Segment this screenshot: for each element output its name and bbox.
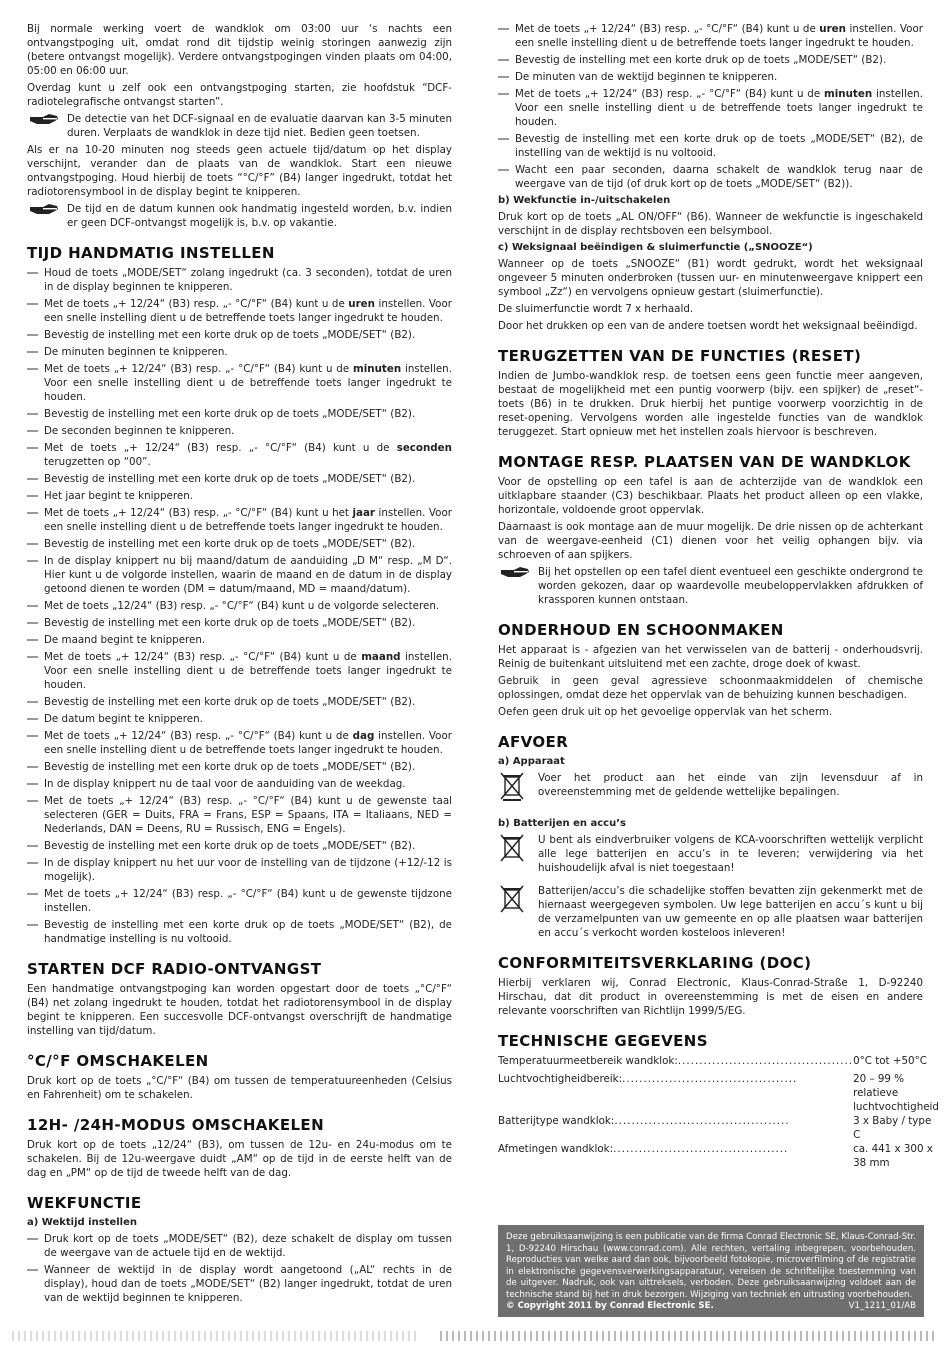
manual-steps-list <box>27 266 452 946</box>
print-tick <box>264 1331 266 1341</box>
print-tick <box>168 1331 170 1341</box>
print-tick <box>590 1331 592 1341</box>
print-tick <box>920 1331 922 1341</box>
spec-label: Afmetingen wandklok:......................................... <box>498 1143 789 1155</box>
subheading: a) Wektijd instellen <box>27 1217 137 1228</box>
print-tick <box>150 1331 152 1341</box>
print-tick <box>572 1331 574 1341</box>
list-item: Houd de toets „MODE/SET“ zolang ingedrukt (ca. 3 seconden), totdat de uren in de display beginnen te knipperen. <box>27 266 452 294</box>
list-item: Bevestig de instelling met een korte druk op de toets „MODE/SET“ (B2). <box>27 616 452 630</box>
print-tick <box>872 1331 874 1341</box>
print-tick <box>494 1331 496 1341</box>
print-tick <box>818 1331 820 1341</box>
print-tick <box>812 1331 814 1341</box>
list-item: De maand begint te knipperen. <box>27 633 452 647</box>
print-tick <box>842 1331 844 1341</box>
spec-row <box>498 1072 939 1114</box>
print-tick <box>318 1331 320 1341</box>
disposal-note: Batterijen/accu’s die schadelijke stoffen bevatten zijn gekenmerkt met de hiernaast weergegeven symbolen. Uw lege batterijen en accu´s kunt u bij de verzamelpunten van uw gemeente en op alle plaatsen waar batterijen en accu´s verkocht worden kosteloos inleveren! <box>498 884 923 940</box>
print-tick <box>216 1331 218 1341</box>
paragraph: Druk kort op de toets „AL ON/OFF“ (B6). Wanneer de wekfunctie is ingeschakeld verschijnt in de display rechtsboven een belsymbool. <box>498 211 923 237</box>
print-tick <box>584 1331 586 1341</box>
print-tick <box>884 1331 886 1341</box>
list-item: Met de toets „+ 12/24“ (B3) resp. „- °C/°F“ (B4) kunt u de minuten instellen. Voor een snelle instelling dient u de betreffende toets langer ingedrukt te houden. <box>498 87 923 129</box>
print-tick <box>668 1331 670 1341</box>
print-tick <box>698 1331 700 1341</box>
print-tick <box>210 1331 212 1341</box>
note: De detectie van het DCF-signaal en de evaluatie daarvan kan 3-5 minuten duren. Verplaats de wandklok in deze tijd niet. Bedien geen toetsen. <box>27 112 452 140</box>
list-item: Het jaar begint te knipperen. <box>27 489 452 503</box>
print-tick <box>156 1331 158 1341</box>
print-tick <box>566 1331 568 1341</box>
print-tick <box>548 1331 550 1341</box>
section-heading: ONDERHOUD EN SCHOONMAKEN <box>498 621 784 639</box>
list-item: Bevestig de instelling met een korte druk op de toets „MODE/SET“ (B2). <box>27 537 452 551</box>
version-code: V1_1211_01/AB <box>848 1300 916 1311</box>
print-tick <box>782 1331 784 1341</box>
print-tick <box>48 1331 50 1341</box>
print-tick <box>770 1331 772 1341</box>
spec-row <box>498 1054 939 1072</box>
section-heading: AFVOER <box>498 733 569 751</box>
print-tick <box>854 1331 856 1341</box>
print-tick <box>126 1331 128 1341</box>
paragraph: Gebruik in geen geval agressieve schoonmaakmiddelen of chemische oplossingen, omdat deze het oppervlak van de behuizing kunnen beschadigen. <box>498 675 923 701</box>
paragraph: Daarnaast is ook montage aan de muur mogelijk. De drie nissen op de achterkant van de weergave-eenheid (C1) dienen voor het veilig ophangen bijv. via schroeven of aan spijkers. <box>498 521 923 561</box>
print-tick <box>500 1331 502 1341</box>
paragraph: Druk kort op de toets „12/24“ (B3), om tussen de 12u- en 24u-modus om te schakelen. Bij de 12u-weergave duidt „AM“ op de tijd in de eerste helft van de dag en „PM“ op de tijd de tweede helft van de dag. <box>27 1139 452 1179</box>
print-tick <box>372 1331 374 1341</box>
print-tick <box>240 1331 242 1341</box>
print-tick <box>860 1331 862 1341</box>
print-tick <box>704 1331 706 1341</box>
list-item: Bevestig de instelling met een korte druk op de toets „MODE/SET“ (B2), de handmatige instelling is nu voltooid. <box>27 918 452 946</box>
print-tick <box>524 1331 526 1341</box>
print-tick <box>890 1331 892 1341</box>
right-column <box>498 22 939 1170</box>
spec-label: Batterijtype wandklok:......................................... <box>498 1115 790 1127</box>
print-tick <box>180 1331 182 1341</box>
print-tick <box>306 1331 308 1341</box>
print-tick <box>764 1331 766 1341</box>
print-tick <box>596 1331 598 1341</box>
print-tick <box>752 1331 754 1341</box>
print-tick <box>626 1331 628 1341</box>
print-tick <box>42 1331 44 1341</box>
print-tick <box>512 1331 514 1341</box>
disposal-note: Voer het product aan het einde van zijn levensduur af in overeenstemming met de geldende wettelijke bepalingen. <box>498 771 923 813</box>
print-tick <box>902 1331 904 1341</box>
print-tick <box>102 1331 104 1341</box>
print-tick <box>632 1331 634 1341</box>
print-tick <box>650 1331 652 1341</box>
print-tick <box>896 1331 898 1341</box>
list-item: Met de toets „+ 12/24“ (B3) resp. „- °C/°F“ (B4) kunt u de maand instellen. Voor een snelle instelling dient u de betreffende toets langer ingedrukt te houden. <box>27 650 452 692</box>
list-item: Met de toets „12/24“ (B3) resp. „- °C/°F“ (B4) kunt u de volgorde selecteren. <box>27 599 452 613</box>
print-tick <box>258 1331 260 1341</box>
print-tick <box>114 1331 116 1341</box>
print-tick <box>18 1331 20 1341</box>
print-tick <box>408 1331 410 1341</box>
print-tick <box>234 1331 236 1341</box>
print-tick <box>324 1331 326 1341</box>
print-tick <box>470 1331 472 1341</box>
paragraph: Voor de opstelling op een tafel is aan de achterzijde van de wandklok een uitklapbare staander (C3) beschikbaar. Plaats het product alleen op een vlakke, horizontale, voldoende groot oppervlak. <box>498 476 923 516</box>
section-heading: MONTAGE RESP. PLAATSEN VAN DE WANDKLOK <box>498 453 911 471</box>
print-tick <box>144 1331 146 1341</box>
print-tick <box>578 1331 580 1341</box>
section-heading: CONFORMITEITSVERKLARING (DOC) <box>498 954 812 972</box>
print-tick <box>294 1331 296 1341</box>
print-tick <box>692 1331 694 1341</box>
print-tick <box>336 1331 338 1341</box>
print-tick <box>78 1331 80 1341</box>
paragraph: Het apparaat is - afgezien van het verwisselen van de batterij - onderhoudsvrij. Reinig de buitenkant uitsluitend met een zachte, droge doek of kwast. <box>498 644 923 670</box>
spec-value: 20 – 99 % relatieve luchtvochtigheid <box>853 1073 939 1113</box>
section-heading: WEKFUNCTIE <box>27 1194 142 1212</box>
section-heading: TERUGZETTEN VAN DE FUNCTIES (RESET) <box>498 347 862 365</box>
print-tick <box>186 1331 188 1341</box>
crossed-bin-icon <box>499 885 525 915</box>
print-tick <box>608 1331 610 1341</box>
print-tick <box>614 1331 616 1341</box>
section-heading: TIJD HANDMATIG INSTELLEN <box>27 244 275 262</box>
print-tick <box>542 1331 544 1341</box>
list-item: De minuten beginnen te knipperen. <box>27 345 452 359</box>
print-tick <box>530 1331 532 1341</box>
print-tick <box>162 1331 164 1341</box>
print-tick <box>932 1331 934 1341</box>
print-tick <box>830 1331 832 1341</box>
print-tick <box>342 1331 344 1341</box>
print-tick <box>192 1331 194 1341</box>
list-item: Met de toets „+ 12/24“ (B3) resp. „- °C/°F“ (B4) kunt u de gewenste tijdzone instellen. <box>27 887 452 915</box>
print-tick <box>132 1331 134 1341</box>
imprint-text: Deze gebruiksaanwijzing is een publicatie van de firma Conrad Electronic SE, Klaus-Conrad-Str. 1, D-92240 Hirschau (www.conrad.com). Alle rechten, vertaling inbegrepen, voorbehouden. Reproducties van welke aard dan ook, bijvoorbeeld fotokopie, microverfilming of de registratie in elektronische gegevensverwerkingsapparatuur, vereisen de schriftelijke toestemming van de uitgever. Nadruk, ook van uittreksels, verboden. Deze gebruiksaanwijzing voldoet aan de technische stand bij het in druk bezorgen. Wijziging van techniek en uitrusting voorbehouden. <box>506 1232 916 1300</box>
print-tick <box>120 1331 122 1341</box>
pointing-hand-icon <box>29 203 59 215</box>
print-tick <box>710 1331 712 1341</box>
list-item: De datum begint te knipperen. <box>27 712 452 726</box>
print-tick <box>914 1331 916 1341</box>
print-tick <box>794 1331 796 1341</box>
print-tick <box>686 1331 688 1341</box>
print-tick <box>656 1331 658 1341</box>
print-tick <box>722 1331 724 1341</box>
print-tick <box>54 1331 56 1341</box>
print-tick <box>24 1331 26 1341</box>
copyright: © Copyright 2011 by Conrad Electronic SE. <box>506 1301 714 1311</box>
print-tick <box>390 1331 392 1341</box>
print-tick <box>384 1331 386 1341</box>
spec-value: 0°C tot +50°C <box>853 1055 927 1067</box>
disposal-note: U bent als eindverbruiker volgens de KCA-voorschriften wettelijk verplicht alle lege batterijen en accu’s in te leveren; verwijdering via het huishoudelijk afval is niet toegestaan! <box>498 833 923 881</box>
print-tick <box>734 1331 736 1341</box>
print-tick <box>396 1331 398 1341</box>
intro-paragraph: Bij normale werking voert de wandklok om 03:00 uur ‘s nachts een ontvangstpoging uit, omdat rond dit tijdstip weinig storingen aanwezig zijn (betere ontvangst mogelijk). Verdere ontvangstpogingen vinden plaats om 04:00, 05:00 en 06:00 uur. <box>27 23 452 77</box>
paragraph: Hierbij verklaren wij, Conrad Electronic, Klaus-Conrad-Straße 1, D-92240 Hirschau, dat dit product in overeenstemming is met de eisen en andere relevante voorschriften van Richtlijn 1999/5/EG. <box>498 977 923 1017</box>
list-item: Met de toets „+ 12/24“ (B3) resp. „- °C/°F“ (B4) kunt u de uren instellen. Voor een snelle instelling dient u de betreffende toets langer ingedrukt te houden. <box>27 297 452 325</box>
paragraph: Oefen geen druk uit op het gevoelige oppervlak van het scherm. <box>498 706 833 718</box>
print-marks <box>12 1331 422 1341</box>
print-tick <box>680 1331 682 1341</box>
spec-value: 3 x Baby / type C <box>853 1115 932 1141</box>
list-item: In de display knippert nu bij maand/datum de aanduiding „D M“ resp. „M D“. Hier kunt u de volgorde instellen, waarin de maand en de datum in de display getoond dienen te worden (DM = datum/maand, MD = maand/datum). <box>27 554 452 596</box>
print-tick <box>36 1331 38 1341</box>
list-item: Bevestig de instelling met een korte druk op de toets „MODE/SET“ (B2), de instelling van de wektijd is nu voltooid. <box>498 132 923 160</box>
print-tick <box>288 1331 290 1341</box>
print-tick <box>246 1331 248 1341</box>
print-tick <box>620 1331 622 1341</box>
list-item: Bevestig de instelling met een korte druk op de toets „MODE/SET“ (B2). <box>27 695 452 709</box>
print-tick <box>536 1331 538 1341</box>
list-item: De minuten van de wektijd beginnen te knipperen. <box>498 70 923 84</box>
paragraph: Druk kort op de toets „°C/°F“ (B4) om tussen de temperatuureenheden (Celsius en Fahrenheit) om te schakelen. <box>27 1075 452 1101</box>
print-tick <box>366 1331 368 1341</box>
print-tick <box>276 1331 278 1341</box>
print-tick <box>12 1331 14 1341</box>
crossed-bin-icon <box>499 772 525 802</box>
print-tick <box>228 1331 230 1341</box>
print-tick <box>482 1331 484 1341</box>
print-tick <box>560 1331 562 1341</box>
intro-paragraph: Overdag kunt u zelf ook een ontvangstpoging starten, zie hoofdstuk “DCF-radiotelegrafische ontvangst starten”. <box>27 82 452 108</box>
print-tick <box>330 1331 332 1341</box>
list-item: In de display knippert nu het uur voor de instelling van de tijdzone (+12/-12 is mogelijk). <box>27 856 452 884</box>
list-item: Bevestig de instelling met een korte druk op de toets „MODE/SET“ (B2). <box>27 328 452 342</box>
list-item: Met de toets „+ 12/24“ (B3) resp. „- °C/°F“ (B4) kunt u de minuten instellen. Voor een snelle instelling dient u de betreffende toets langer ingedrukt te houden. <box>27 362 452 404</box>
subheading: b) Batterijen en accu’s <box>498 818 626 829</box>
print-tick <box>414 1331 416 1341</box>
note: De tijd en de datum kunnen ook handmatig ingesteld worden, b.v. indien er geen DCF-ontvangst mogelijk is, b.v. op vakantie. <box>27 202 452 230</box>
spec-row <box>498 1142 939 1170</box>
list-item: Met de toets „+ 12/24“ (B3) resp. „- °C/°F“ (B4) kunt u de gewenste taal selecteren (GER = Duits, FRA = Frans, ESP = Spaans, ITA = Italiaans, NED = Nederlands, DAN = Deens, RU = Russisch, ENG = Engels). <box>27 794 452 836</box>
print-tick <box>72 1331 74 1341</box>
pointing-hand-icon <box>500 566 530 578</box>
print-tick <box>878 1331 880 1341</box>
note: Bij het opstellen op een tafel dient eventueel een geschikte ondergrond te worden gekozen, daar op waardevolle meubeloppervlakken afdrukken of krassporen kunnen ontstaan. <box>498 565 923 607</box>
section-heading: TECHNISCHE GEGEVENS <box>498 1032 708 1050</box>
list-item: Bevestig de instelling met een korte druk op de toets „MODE/SET“ (B2). <box>27 472 452 486</box>
print-tick <box>440 1331 442 1341</box>
print-tick <box>554 1331 556 1341</box>
print-tick <box>348 1331 350 1341</box>
print-tick <box>758 1331 760 1341</box>
subheading: a) Apparaat <box>498 756 565 767</box>
print-tick <box>66 1331 68 1341</box>
spec-table <box>498 1054 939 1170</box>
print-tick <box>644 1331 646 1341</box>
spec-label: Temperatuurmeetbereik wandklok:......................................... <box>498 1055 854 1067</box>
print-tick <box>908 1331 910 1341</box>
print-tick <box>458 1331 460 1341</box>
section-heading: 12H- /24H-MODUS OMSCHAKELEN <box>27 1116 325 1134</box>
paragraph: Wanneer op de toets „SNOOZE“ (B1) wordt gedrukt, wordt het weksignaal ongeveer 5 minuten onderbroken (tussen uur- en minutenweergave knippert een symbool „Zz“) en vervolgens opnieuw gestart (sluimerfunctie). <box>498 258 923 298</box>
print-tick <box>806 1331 808 1341</box>
print-tick <box>518 1331 520 1341</box>
print-tick <box>674 1331 676 1341</box>
print-tick <box>96 1331 98 1341</box>
list-item: Met de toets „+ 12/24“ (B3) resp. „- °C/°F“ (B4) kunt u de dag instellen. Voor een snelle instelling dient u de betreffende toets langer ingedrukt te houden. <box>27 729 452 757</box>
paragraph: De sluimerfunctie wordt 7 x herhaald. <box>498 303 694 315</box>
print-tick <box>252 1331 254 1341</box>
list-item: Wanneer de wektijd in de display wordt aangetoond („AL“ rechts in de display), houd dan de toets „MODE/SET“ (B2) langer ingedrukt, totdat de uren van de wektijd beginnen te knipperen. <box>27 1263 452 1305</box>
print-tick <box>270 1331 272 1341</box>
list-item: Wacht een paar seconden, daarna schakelt de wandklok terug naar de weergave van de tijd (of druk kort op de toets „MODE/SET“ (B2)). <box>498 163 923 191</box>
paragraph: Indien de Jumbo-wandklok resp. de toetsen eens geen functie meer aangeven, bestaat de mogelijkheid met een puntig voorwerp (bijv. een spijker) de „reset“-toets (B6) in te drukken. Druk hierbij het puntige voorwerp voorzichtig in de reset-opening. Vervolgens worden alle ingestelde functies van de wandklok teruggezet. Start opnieuw met het instellen zoals hiervoor is beschreven. <box>498 370 923 438</box>
list-item: Bevestig de instelling met een korte druk op de toets „MODE/SET“ (B2). <box>27 839 452 853</box>
print-tick <box>776 1331 778 1341</box>
print-tick <box>476 1331 478 1341</box>
list-item: Bevestig de instelling met een korte druk op de toets „MODE/SET“ (B2). <box>27 407 452 421</box>
print-tick <box>446 1331 448 1341</box>
list-item: Bevestig de instelling met een korte druk op de toets „MODE/SET“ (B2). <box>27 760 452 774</box>
print-tick <box>848 1331 850 1341</box>
spec-label: Luchtvochtigheidbereik:......................................... <box>498 1073 798 1085</box>
print-tick <box>60 1331 62 1341</box>
left-column <box>27 22 452 1308</box>
print-tick <box>800 1331 802 1341</box>
subheading: c) Weksignaal beëindigen & sluimerfunctie („SNOOZE“) <box>498 242 813 253</box>
list-item: Bevestig de instelling met een korte druk op de toets „MODE/SET“ (B2). <box>498 53 923 67</box>
pointing-hand-icon <box>29 113 59 125</box>
list-item: De seconden beginnen te knipperen. <box>27 424 452 438</box>
list-item: Met de toets „+ 12/24“ (B3) resp. „- °C/°F“ (B4) kunt u de uren instellen. Voor een snelle instelling dient u de betreffende toets langer ingedrukt te houden. <box>498 22 923 50</box>
print-tick <box>30 1331 32 1341</box>
print-tick <box>90 1331 92 1341</box>
print-tick <box>836 1331 838 1341</box>
spec-value: ca. 441 x 300 x 38 mm <box>853 1143 933 1169</box>
print-tick <box>746 1331 748 1341</box>
spec-row <box>498 1114 939 1142</box>
print-tick <box>378 1331 380 1341</box>
print-tick <box>740 1331 742 1341</box>
print-tick <box>108 1331 110 1341</box>
paragraph: Een handmatige ontvangstpoging kan worden opgestart door de toets „°C/°F“ (B4) net zolang ingedrukt te houden, totdat het radiotorensymbool in de display begint te knipperen. Een succesvolle DCF-ontvangst overschrijft de handmatige instelling van tijd/datum. <box>27 983 452 1037</box>
print-tick <box>354 1331 356 1341</box>
subheading: b) Wekfunctie in-/uitschakelen <box>498 195 671 206</box>
print-tick <box>638 1331 640 1341</box>
print-tick <box>662 1331 664 1341</box>
print-tick <box>926 1331 928 1341</box>
print-tick <box>464 1331 466 1341</box>
paragraph: Als er na 10-20 minuten nog steeds geen actuele tijd/datum op het display verschijnt, verander dan de plaats van de wandklok. Start een nieuwe ontvangstpoging. Houd hierbij de toets “°C/°F” (B4) langer ingedrukt, totdat het radiotorensymbool in de display begint te knipperen. <box>27 144 452 198</box>
print-tick <box>84 1331 86 1341</box>
list-item: Met de toets „+ 12/24“ (B3) resp. „- °C/°F“ (B4) kunt u de seconden terugzetten op “00”. <box>27 441 452 469</box>
alarm-steps-list <box>27 1232 452 1305</box>
print-tick <box>282 1331 284 1341</box>
print-marks <box>440 1331 940 1341</box>
list-item: Met de toets „+ 12/24“ (B3) resp. „- °C/°F“ (B4) kunt u het jaar instellen. Voor een snelle instelling dient u de betreffende toets langer ingedrukt te houden. <box>27 506 452 534</box>
section-heading: STARTEN DCF RADIO-ONTVANGST <box>27 960 322 978</box>
print-tick <box>506 1331 508 1341</box>
print-tick <box>300 1331 302 1341</box>
print-tick <box>138 1331 140 1341</box>
imprint-box <box>498 1225 924 1317</box>
list-item: In de display knippert nu de taal voor de aanduiding van de weekdag. <box>27 777 452 791</box>
print-tick <box>198 1331 200 1341</box>
print-tick <box>488 1331 490 1341</box>
print-tick <box>602 1331 604 1341</box>
print-tick <box>728 1331 730 1341</box>
print-tick <box>824 1331 826 1341</box>
section-heading: °C/°F OMSCHAKELEN <box>27 1052 209 1070</box>
print-tick <box>204 1331 206 1341</box>
print-tick <box>312 1331 314 1341</box>
print-tick <box>360 1331 362 1341</box>
list-item: Druk kort op de toets „MODE/SET“ (B2), deze schakelt de display om tussen de weergave van de actuele tijd en de wektijd. <box>27 1232 452 1260</box>
alarm-steps-list <box>498 22 923 191</box>
print-tick <box>174 1331 176 1341</box>
print-tick <box>452 1331 454 1341</box>
print-tick <box>788 1331 790 1341</box>
print-tick <box>402 1331 404 1341</box>
print-tick <box>222 1331 224 1341</box>
paragraph: Door het drukken op een van de andere toetsen wordt het weksignaal beëindigd. <box>498 320 918 332</box>
crossed-bin-icon <box>499 834 525 864</box>
print-tick <box>716 1331 718 1341</box>
print-tick <box>866 1331 868 1341</box>
